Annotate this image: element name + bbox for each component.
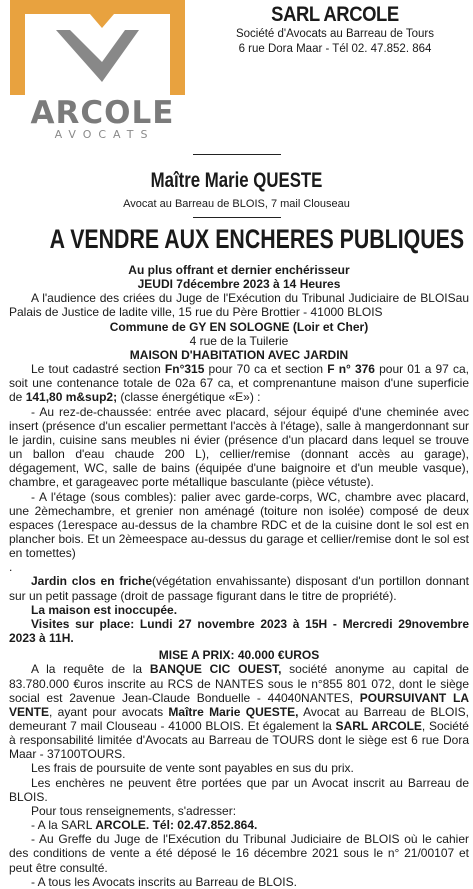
requete-text: , ayant pour avocats <box>49 704 169 719</box>
stray-dot: . <box>9 560 13 575</box>
requete-paragraph <box>9 662 469 761</box>
sale-subtitle: Au plus offrant et dernier enchérisseur <box>128 263 350 277</box>
divider <box>193 154 281 155</box>
surface: 141,80 m&sup2; <box>25 390 118 405</box>
logo-subtitle: AVOCATS <box>54 128 155 141</box>
cadastre-text: (classe énergétique «E») : <box>117 390 261 405</box>
parcel-376: F n° 376 <box>327 362 375 377</box>
firm-line-2: 6 rue Dora Maar - Tél 02. 47.852. 864 <box>238 43 432 55</box>
mise-a-prix: MISE A PRIX: 40.000 €UROS <box>158 648 320 663</box>
parcel-315: Fn°315 <box>164 362 205 377</box>
jardin-text: (végétation envahissante) disposant d'un portillon donnant sur un petit passage (droit de passage figurant dans le titre de propriété). <box>9 574 469 603</box>
cadastre-text: pour 01 a 97 ca, soit une contenance totale de 02a 67 ca, et comprenantune maison d'une superficie de <box>9 362 469 405</box>
jardin-bold: Jardin clos en friche <box>31 574 152 589</box>
logo-word: ARCOLE <box>30 95 175 131</box>
firm-line-1: Société d'Avocats au Barreau de Tours <box>235 28 435 40</box>
requete-text: Avocat au Barreau de BLOIS, demeurant 7 mail Clouseau - 41000 BLOIS. Et également la <box>9 704 470 733</box>
note-greffe: - Au Greffe du Juge de l'Exécution du Tribunal Judiciaire de BLOIS où le cahier des conditions de vente a été déposé le 16 décembre 2021 sous le n° 21/00107 et peut être consulté. <box>9 832 469 875</box>
cadastre-text: Le tout cadastré section <box>31 362 165 377</box>
visits: Visites sur place: Lundi 27 novembre 2023 à 15H - Mercredi 29novembre 2023 à 11H. <box>9 616 469 646</box>
arcole-logo <box>10 0 185 148</box>
note-contact <box>9 818 469 832</box>
requete-text: A la requête de la <box>31 662 150 677</box>
notice-body <box>9 263 469 889</box>
requete-sarl: SARL ARCOLE <box>335 719 422 733</box>
description-etage: - A l'étage (sous combles): palier avec garde-corps, WC, chambre avec placard, une 2èmechambre, et grenier non aménagé (toiture non isolée) composé de deux espaces (1erespace au-dessus de la chambre RDC et de la cuisine dont le sol est en plancher bois. Et un 2èmeespace au-dessus du garage et cellier/remise dont le sol est en tomettes) <box>9 489 469 561</box>
note-renseignements: Pour tous renseignements, s'adresser: <box>31 803 237 818</box>
contact-prefix: - A la SARL <box>31 818 96 833</box>
jardin-paragraph <box>9 574 469 602</box>
lawyer-subtitle: Avocat au Barreau de BLOIS, 7 mail Clouseau <box>123 198 350 210</box>
bank-name: BANQUE CIC OUEST, <box>149 662 282 677</box>
occupation: La maison est inoccupée. <box>31 602 178 617</box>
requete-text: société anonyme au capital de 83.780.000 €uros inscrite au RCS de NANTES sous le n°855 801 072, dont le siège social est 2avenue Jean-Claude Bonduelle - 44040NANTES, <box>9 662 469 705</box>
sale-intro: A l'audience des criées du Juge de l'Exécution du Tribunal Judiciaire de BLOISau Palais de Justice de ladite ville, 15 rue du Père Brottier - 41000 BLOIS <box>9 291 469 320</box>
sale-date: JEUDI 7décembre 2023 à 14 Heures <box>137 277 341 292</box>
poursuivant: POURSUIVANT LA VENTE <box>9 690 469 719</box>
lawyer-name: Maître Marie QUESTE <box>150 169 323 192</box>
cadastre-paragraph <box>9 362 469 404</box>
contact-phone: ARCOLE. Tél: 02.47.852.864. <box>95 818 258 833</box>
logo-shield-icon <box>10 0 185 100</box>
firm-header <box>200 3 470 57</box>
requete-lawyer: Maître Marie QUESTE, <box>168 704 299 719</box>
property-type: MAISON D'HABITATION AVEC JARDIN <box>129 347 349 362</box>
cadastre-text: pour 70 ca et section <box>204 362 328 377</box>
divider <box>193 217 281 218</box>
commune: Commune de GY EN SOLOGNE (Loir et Cher) <box>109 319 369 334</box>
firm-name: SARL ARCOLE <box>271 3 399 26</box>
requete-text: , Société à responsabilité limitée d'Avocats au Barreau de TOURS dont le siège est 6 rue Dora Maar - 37100TOURS. <box>9 719 469 762</box>
note-frais: Les frais de poursuite de vente sont payables en sus du prix. <box>31 761 354 776</box>
description-rdc: - Au rez-de-chaussée: entrée avec placard, séjour équipé d'une cheminée avec insert (présence d'un escalier permettant l'accès à l'étage), salle à mangerdonnant sur le jardin, cuisine sans meubles ni évier (présence d'un placard dans lequel se trouve un ballon d'eau chaude 200 L), cellier/remise (donnant accès au garage), dégagement, WC, salle de bains (équipée d'une baignoire et d'un meuble vasque), chambre, et garageavec porte métallique basculante (pièce vétuste). <box>9 404 469 490</box>
note-encheres: Les enchères ne peuvent être portées que par un Avocat inscrit au Barreau de BLOIS. <box>9 775 469 804</box>
headline: A VENDRE AUX ENCHERES PUBLIQUES <box>49 224 465 254</box>
address: 4 rue de la Tuilerie <box>189 333 289 348</box>
note-avocats: - A tous les Avocats inscrits au Barreau de BLOIS. <box>31 874 297 889</box>
